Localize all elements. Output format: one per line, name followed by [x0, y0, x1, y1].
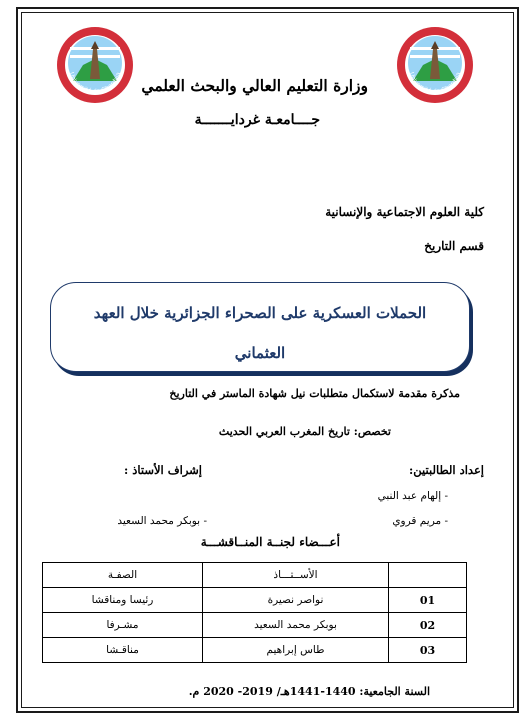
table-header-cell [389, 563, 467, 588]
svg-text:Université de Ghardaia: Université de Ghardaia [67, 71, 123, 96]
university-logo-right [395, 25, 475, 105]
table-row [43, 613, 467, 638]
row-number: 01 [389, 588, 467, 613]
professor-role: مشـرفا [43, 613, 203, 638]
department-name: قسم التاريخ [424, 239, 484, 253]
supervisor-name: - بوبكر محمد السعيد [117, 515, 207, 527]
thesis-title-line2: العثماني [234, 344, 286, 362]
table-row [43, 588, 467, 613]
supervisor-label: إشراف الأستاذ : [123, 463, 202, 477]
ministry-name: وزارة التعليم العالي والبحث العلمي [141, 76, 368, 95]
row-number: 02 [389, 613, 467, 638]
committee-table [42, 562, 467, 663]
students-label: إعداد الطالبتين: [409, 463, 484, 477]
table-row [43, 638, 467, 663]
table-header-cell: الصفـة [43, 563, 203, 588]
university-name: جــــامعـة غردايـــــــة [194, 112, 320, 128]
specialization: تخصص: تاريخ المغرب العربي الحديث [218, 425, 391, 438]
professor-role: رئيسا ومناقشا [43, 588, 203, 613]
university-logo-left [55, 25, 135, 105]
table-header-row [43, 563, 467, 588]
academic-year: السنة الجامعية: 1440-1441هـ/ 2019- 2020 م. [188, 685, 430, 698]
svg-text:Université de Ghardaia: Université de Ghardaia [407, 71, 463, 96]
committee-title: أعـــضاء لجنــة المنــاقشـــة [200, 535, 340, 549]
row-number: 03 [389, 638, 467, 663]
thesis-title-line1: الحملات العسكرية على الصحراء الجزائرية خلال العهد [93, 304, 427, 322]
professor-role: مناقـشا [43, 638, 203, 663]
professor-name: نواصر نصيرة [203, 588, 389, 613]
professor-name: طاس إبراهيم [203, 638, 389, 663]
table-header-cell: الأســتـــاذ [203, 563, 389, 588]
faculty-name: كلية العلوم الاجتماعية والإنسانية [325, 205, 484, 219]
memo-statement: مذكرة مقدمة لاستكمال متطلبات نيل شهادة الماستر في التاريخ [169, 387, 460, 400]
thesis-title [60, 293, 460, 373]
student-name: - مريم قروي [392, 515, 448, 527]
professor-name: بوبكر محمد السعيد [203, 613, 389, 638]
student-name: - إلهام عبد النبي [377, 490, 448, 502]
